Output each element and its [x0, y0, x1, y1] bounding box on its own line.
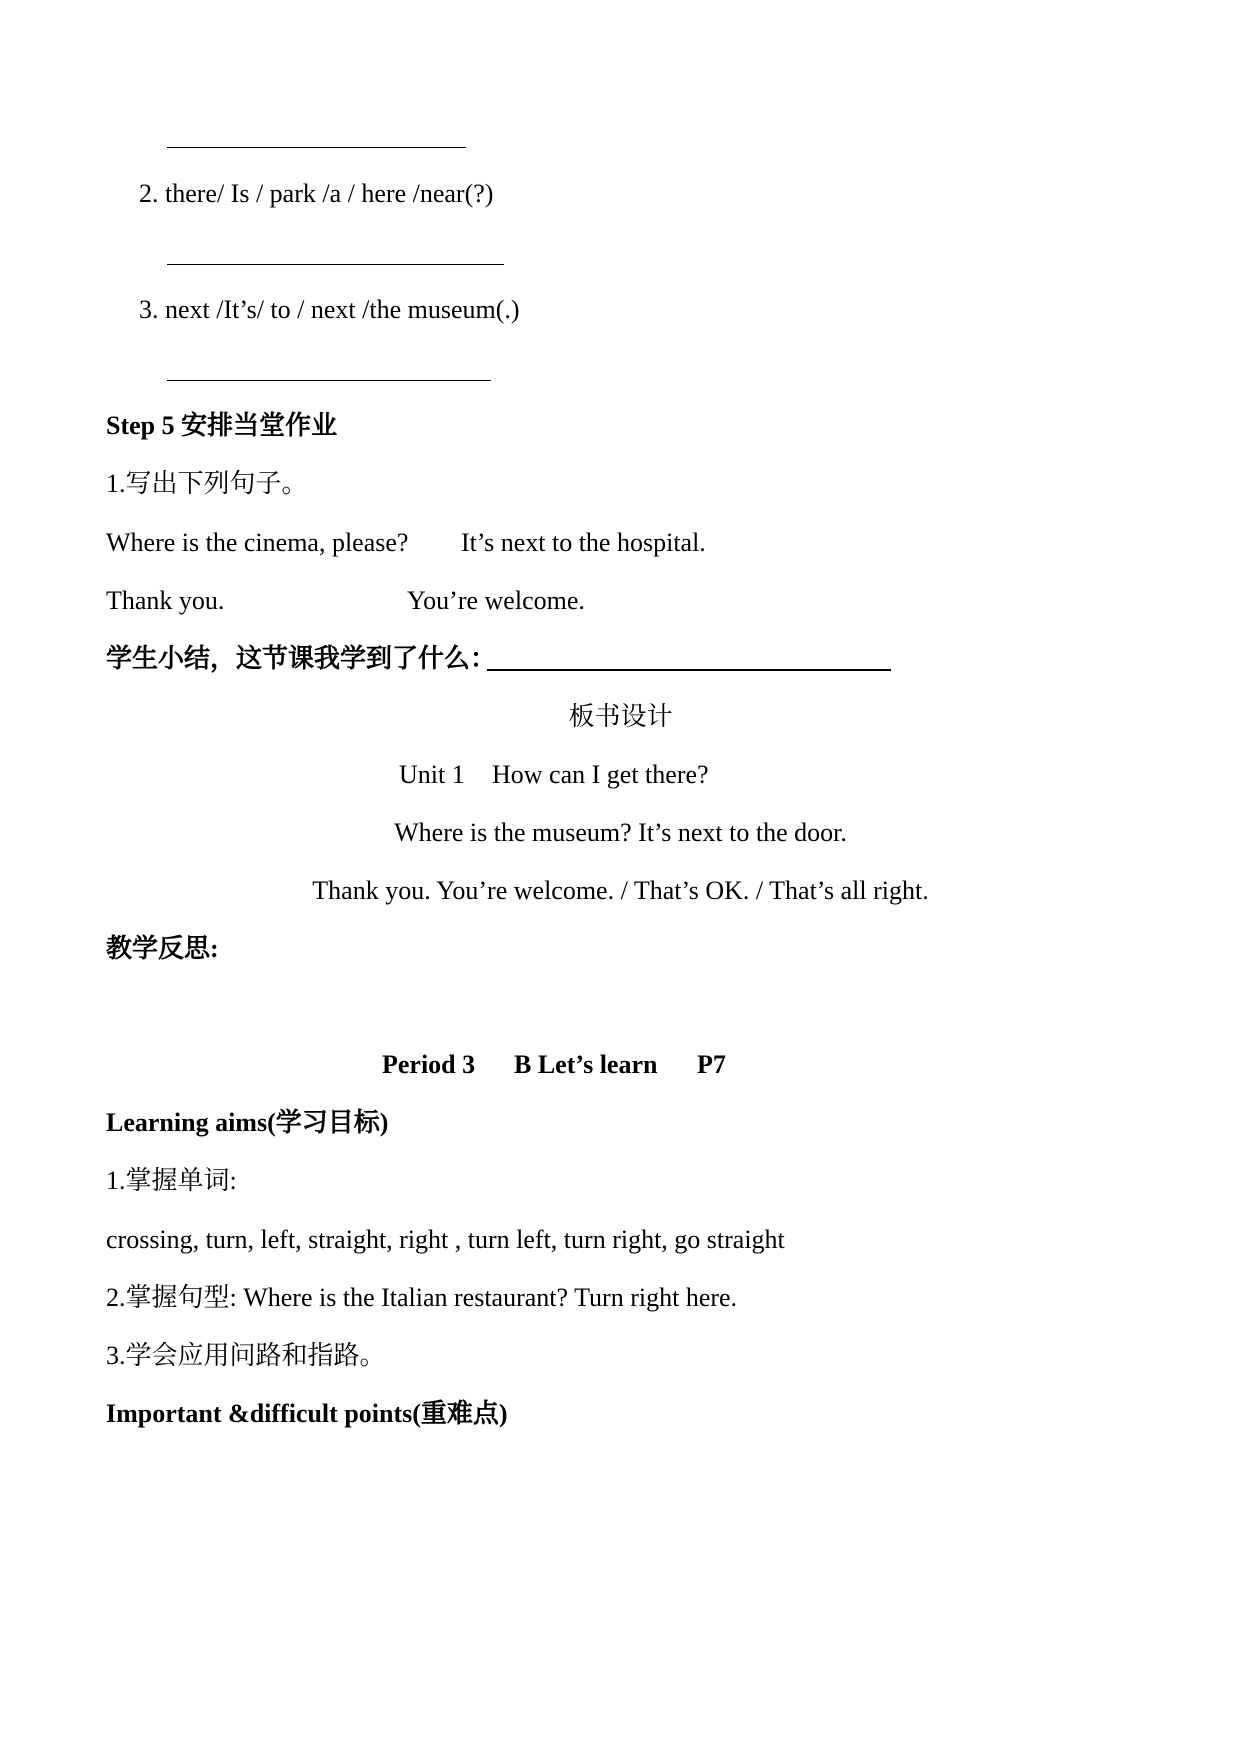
section-label: B Let’s learn — [514, 1050, 658, 1079]
board-unit-title: How can I get there? — [492, 760, 709, 789]
board-line-2: Thank you. You’re welcome. / That’s OK. / That’s all right. — [312, 876, 929, 905]
aim-2: 2.掌握句型: Where is the Italian restaurant? Turn right here. — [106, 1283, 738, 1312]
page-label: P7 — [697, 1050, 726, 1079]
exercise-item-2: 2. there/ Is / park /a / here /near(?) — [139, 179, 494, 208]
board-unit: Unit 1 — [399, 760, 465, 789]
sentence-row1-left: Where is the cinema, please? — [106, 528, 409, 557]
period-label: Period 3 — [382, 1050, 476, 1079]
answer-blank-2 — [167, 264, 504, 265]
sentence-row2-left: Thank you. — [106, 586, 225, 615]
board-design-title: 板书设计 — [568, 702, 673, 731]
answer-blank-1 — [167, 147, 466, 148]
step5-heading: Step 5 安排当堂作业 — [106, 411, 338, 440]
summary-blank — [487, 669, 891, 671]
step5-task: 1.写出下列句子。 — [106, 469, 308, 498]
exercise-item-3: 3. next /It’s/ to / next /the museum(.) — [139, 295, 520, 324]
student-summary-label: 学生小结，这节课我学到了什么： — [106, 644, 497, 673]
learning-aims-heading: Learning aims(学习目标) — [106, 1108, 389, 1137]
aim-1-words: crossing, turn, left, straight, right , turn left, turn right, go straight — [106, 1225, 785, 1254]
sentence-row2-right: You’re welcome. — [407, 586, 585, 615]
aim-1-label: 1.掌握单词: — [106, 1166, 237, 1195]
answer-blank-3 — [167, 380, 491, 381]
sentence-row1-right: It’s next to the hospital. — [461, 528, 706, 557]
board-line-1: Where is the museum? It’s next to the door. — [394, 818, 847, 847]
teaching-reflection-label: 教学反思: — [106, 934, 219, 963]
important-points-heading: Important &difficult points(重难点) — [106, 1399, 508, 1428]
aim-3: 3.学会应用问路和指路。 — [106, 1341, 386, 1370]
